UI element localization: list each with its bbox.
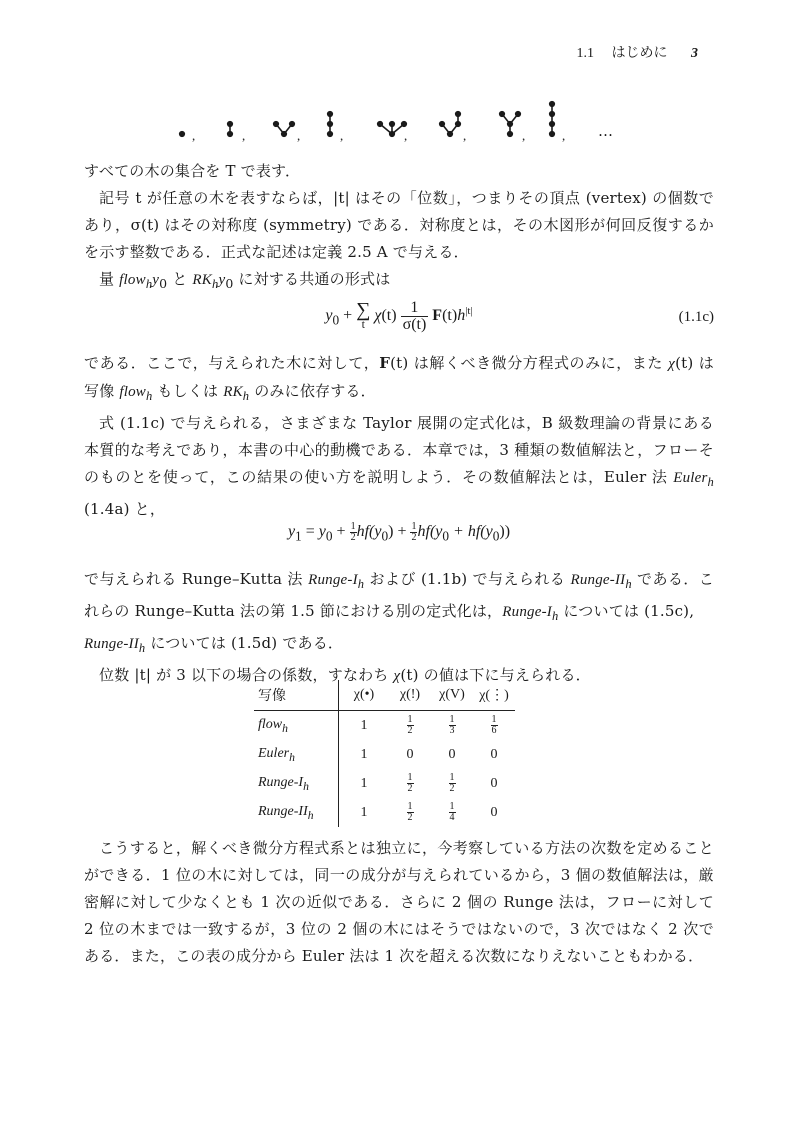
paragraph-8: 位数 |t| が 3 以下の場合の係数，すなわち χ(t) の値は下に与えられる． — [99, 666, 591, 684]
table-cell — [473, 711, 515, 741]
tree-order-4-chain — [550, 102, 555, 137]
table-row — [254, 769, 515, 798]
paragraph-4: である．ここで，与えられた木に対して，F(t) は解くべき微分方程式のみに，また χ(t) は写像 flow$_h$ もしくは $RK_h$ のみに依存する． — [84, 354, 714, 403]
body-block-4 — [84, 835, 714, 970]
paragraph-9: こうすると，解くべき微分方程式系とは独立に，今考察している方法の次数を定めることができる．1 位の木に対しては，同一の成分が与えられているから，3 個の数値解法は，厳密解に対して少なくとも 1 次の近似である．さらに 2 個の Runge 法は，フローに対して 2 位の木までは一致するが，3 位の 2 個の木にはそうではないので，3 次ではなく 2 次である．また，この表の成分から Euler 法は 1 次を超える次数になりえないこともわかる． — [84, 839, 714, 965]
fraction-value: $\frac{1}{2}$ — [449, 772, 455, 794]
table-col-header: χ(ǃ) — [389, 680, 431, 711]
table-cell — [431, 798, 473, 827]
trees-ellipsis: … — [598, 122, 613, 140]
table-cell — [431, 769, 473, 798]
page-number: 3 — [691, 46, 698, 61]
table-body — [254, 711, 515, 828]
rooted-trees-row — [170, 88, 650, 146]
table-cell: 1 — [360, 717, 368, 733]
tree-order-1 — [180, 132, 185, 137]
table-cell: 0 — [406, 746, 414, 762]
tree-order-2 — [228, 122, 233, 137]
fraction-value: $\frac{1}{2}$ — [407, 772, 413, 794]
tree-order-3-cherry — [274, 122, 295, 137]
svg-text:,: , — [297, 128, 301, 143]
table-cell: 1 — [360, 746, 368, 762]
table-row — [254, 740, 515, 769]
table-cell — [431, 711, 473, 741]
table-cell: 1 — [360, 775, 368, 791]
tree-order-4-y — [500, 112, 521, 137]
trees-figure — [170, 88, 650, 146]
body-block-2 — [84, 350, 714, 523]
table-col-header: χ(•) — [339, 680, 390, 711]
svg-text:,: , — [192, 128, 196, 143]
section-title: はじめに — [611, 46, 668, 61]
body-block-3 — [84, 566, 714, 690]
table-cell: 0 — [448, 746, 456, 762]
paragraph-1: すべての木の集合を T で表す． — [84, 162, 301, 180]
table-col-header: χ(V) — [431, 680, 473, 711]
svg-text:,: , — [562, 128, 566, 143]
table-cell — [389, 798, 431, 827]
table-cell — [389, 769, 431, 798]
paragraph-5: 式 (1.1c) で与えられる，さまざまな Taylor 展開の定式化は，B 級数理論の背景にある本質的な考えであり，本書の中心的動機である．本章では，3 種類の数値解法と，フローそのものとを使って，この結果の使い方を説明しよう．その数値解法とは，Euler 法 Euler$_h$ (1.4a) と， — [84, 414, 714, 518]
fraction-value: $\frac{1}{2}$ — [407, 801, 413, 823]
fraction-value: $\frac{1}{6}$ — [491, 714, 497, 736]
table-header-label: 写像 — [254, 680, 339, 711]
table-header-row — [254, 680, 515, 711]
table-row-label: flow$_h$ — [254, 711, 339, 741]
table-cell: 0 — [490, 804, 498, 820]
table-cell: 0 — [490, 746, 498, 762]
paragraph-6: で与えられる Runge–Kutta 法 Runge-$I_h$ および (1.1b) で与えられる Runge-$II_h$ である．これらの Runge–Kutta 法の第 1.5 節における別の定式化は，Runge-$I_h$ については (1.5c), — [84, 570, 714, 623]
table-row — [254, 798, 515, 827]
body-block-1 — [84, 158, 714, 298]
table-row-label: Runge-$II_h$ — [254, 798, 339, 827]
table-col-header: χ(⋮) — [473, 680, 515, 711]
svg-text:,: , — [522, 128, 526, 143]
table-row-label: Euler$_h$ — [254, 740, 339, 769]
table-row — [254, 711, 515, 741]
running-header — [577, 42, 699, 62]
tree-order-3-chain — [328, 112, 333, 137]
table-cell: 1 — [360, 804, 368, 820]
svg-text:,: , — [404, 128, 408, 143]
paragraph-7: Runge-$II_h$ については (1.5d) である． — [84, 634, 344, 655]
coefficient-table — [254, 680, 515, 827]
paragraph-2: 記号 t が任意の木を表すならば，|t| はその「位数」，つまりその頂点 (vertex) の個数であり，σ(t) はその対称度 (symmetry) である．対称度とは，その木図形が何回反復するかを示す整数である．正式な記述は定義 2.5 A で与える． — [84, 189, 714, 261]
fraction-value: $\frac{1}{2}$ — [407, 714, 413, 736]
paragraph-3: 量 $flow_hy_0$ と $RK_hy_0$ に対する共通の形式は — [99, 270, 391, 291]
svg-text:,: , — [242, 128, 246, 143]
table-cell: 0 — [490, 775, 498, 791]
section-number: 1.1 — [576, 46, 594, 61]
svg-text:,: , — [463, 128, 467, 143]
fraction-value: $\frac{1}{3}$ — [449, 714, 455, 736]
tree-order-4-mixed — [440, 112, 461, 137]
tree-order-4-bushy — [378, 122, 407, 137]
equation-runge-I: $y_1 = y_0$ + $\frac{1}{2}hf(y_0)$ + $\frac{1}{2}hf(y_0 + hf(y_0))$ — [287, 521, 511, 544]
table-row-label: Runge-$I_h$ — [254, 769, 339, 798]
fraction-value: $\frac{1}{4}$ — [449, 801, 455, 823]
svg-text:,: , — [340, 128, 344, 143]
equation-1-1c: $y_0$ + ∑ t χ(t) $\frac{1}{\sigma(t)}$ $F(t)h^{|t|}$ (1.1c) — [325, 298, 714, 333]
table-cell — [389, 711, 431, 741]
equation-label-1-1c: (1.1c) — [678, 309, 714, 325]
